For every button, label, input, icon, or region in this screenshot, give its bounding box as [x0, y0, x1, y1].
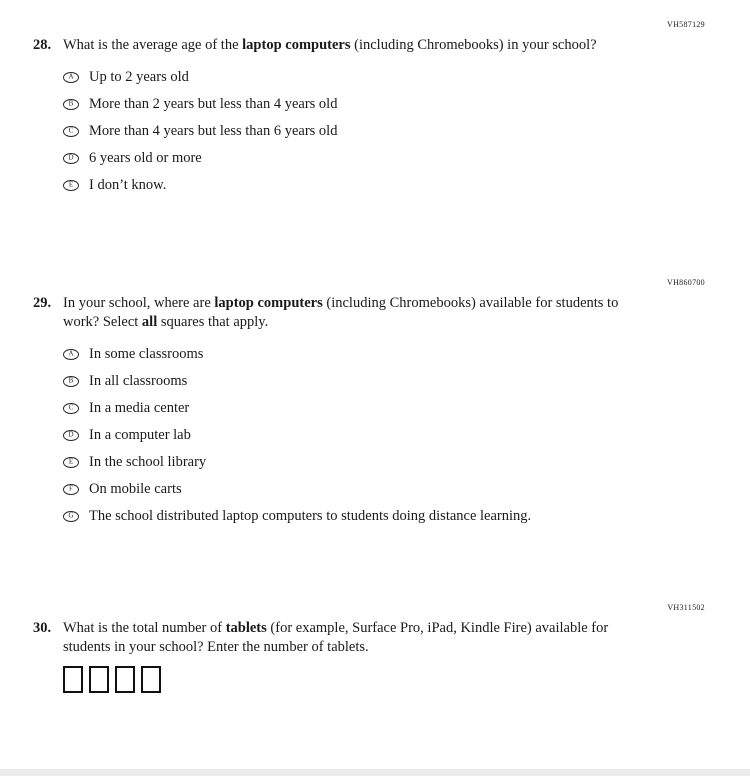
prompt-text: (for example, Surface Pro, iPad, Kindle Fire) available for students in your school? Enter the number of tablets.	[63, 620, 609, 655]
option-letter: D	[68, 430, 74, 438]
option-row[interactable]	[63, 149, 705, 167]
answer-box-digit-3[interactable]	[115, 666, 135, 693]
option-label: In a media center	[89, 400, 190, 416]
option-bubble[interactable]	[63, 99, 79, 110]
option-letter: C	[68, 403, 74, 411]
prompt-text: What is the average age of the	[63, 37, 243, 53]
question-30-code: VH311502	[667, 603, 705, 612]
option-label: 6 years old or more	[89, 150, 202, 166]
option-bubble[interactable]	[63, 153, 79, 164]
option-bubble[interactable]	[63, 72, 79, 83]
option-bubble[interactable]	[63, 126, 79, 137]
option-row[interactable]	[63, 480, 705, 498]
prompt-text: What is the total number of	[63, 620, 226, 636]
answer-box-digit-1[interactable]	[63, 666, 83, 693]
question-30-prompt	[63, 619, 629, 657]
option-label: The school distributed laptop computers to students doing distance learning.	[89, 508, 532, 524]
prompt-text: (including Chromebooks) available for students to work? Select	[63, 295, 619, 330]
prompt-text: squares that apply.	[157, 314, 269, 330]
option-row[interactable]	[63, 507, 705, 525]
question-28	[33, 20, 705, 194]
prompt-text: (including Chromebooks) in your school?	[350, 37, 597, 53]
option-letter: E	[68, 180, 74, 188]
option-label: In some classrooms	[89, 346, 204, 362]
option-label: In all classrooms	[89, 373, 188, 389]
option-label: In the school library	[89, 454, 207, 470]
prompt-bold-text: laptop computers	[214, 295, 323, 311]
answer-box-digit-4[interactable]	[141, 666, 161, 693]
question-30	[33, 603, 705, 693]
question-29	[33, 278, 705, 525]
option-bubble[interactable]	[63, 403, 79, 414]
option-row[interactable]	[63, 122, 705, 140]
prompt-bold-text: tablets	[225, 620, 267, 636]
option-letter: A	[68, 72, 74, 80]
question-29-number: 29.	[33, 295, 52, 311]
option-bubble[interactable]	[63, 349, 79, 360]
option-row[interactable]	[63, 95, 705, 113]
page-bottom-edge	[0, 769, 750, 776]
option-letter: G	[68, 511, 74, 519]
option-letter: C	[68, 126, 74, 134]
option-letter: D	[68, 153, 74, 161]
answer-boxes	[63, 666, 705, 693]
option-row[interactable]	[63, 399, 705, 417]
question-29-code: VH860700	[667, 278, 705, 287]
prompt-text: In your school, where are	[63, 295, 215, 311]
option-bubble[interactable]	[63, 457, 79, 468]
question-28-options	[63, 68, 705, 194]
question-28-number: 28.	[33, 37, 52, 53]
question-28-code: VH587129	[667, 20, 705, 29]
option-row[interactable]	[63, 176, 705, 194]
option-bubble[interactable]	[63, 511, 79, 522]
option-label: On mobile carts	[89, 481, 182, 497]
option-row[interactable]	[63, 345, 705, 363]
option-row[interactable]	[63, 68, 705, 86]
option-row[interactable]	[63, 453, 705, 471]
option-letter: A	[68, 349, 74, 357]
prompt-bold-text: laptop computers	[242, 37, 351, 53]
question-28-prompt	[63, 36, 629, 55]
prompt-bold-text: all	[141, 314, 158, 330]
option-letter: B	[68, 99, 74, 107]
option-letter: F	[69, 484, 73, 492]
option-label: I don’t know.	[89, 177, 167, 193]
option-letter: E	[68, 457, 74, 465]
question-29-options	[63, 345, 705, 525]
option-label: In a computer lab	[89, 427, 191, 443]
question-30-number: 30.	[33, 620, 52, 636]
option-bubble[interactable]	[63, 484, 79, 495]
option-label: More than 4 years but less than 6 years old	[89, 123, 338, 139]
option-bubble[interactable]	[63, 430, 79, 441]
option-label: More than 2 years but less than 4 years old	[89, 96, 338, 112]
option-row[interactable]	[63, 426, 705, 444]
option-letter: B	[68, 376, 74, 384]
option-bubble[interactable]	[63, 376, 79, 387]
option-row[interactable]	[63, 372, 705, 390]
option-bubble[interactable]	[63, 180, 79, 191]
answer-box-digit-2[interactable]	[89, 666, 109, 693]
option-label: Up to 2 years old	[89, 69, 189, 85]
question-29-prompt	[63, 294, 629, 332]
